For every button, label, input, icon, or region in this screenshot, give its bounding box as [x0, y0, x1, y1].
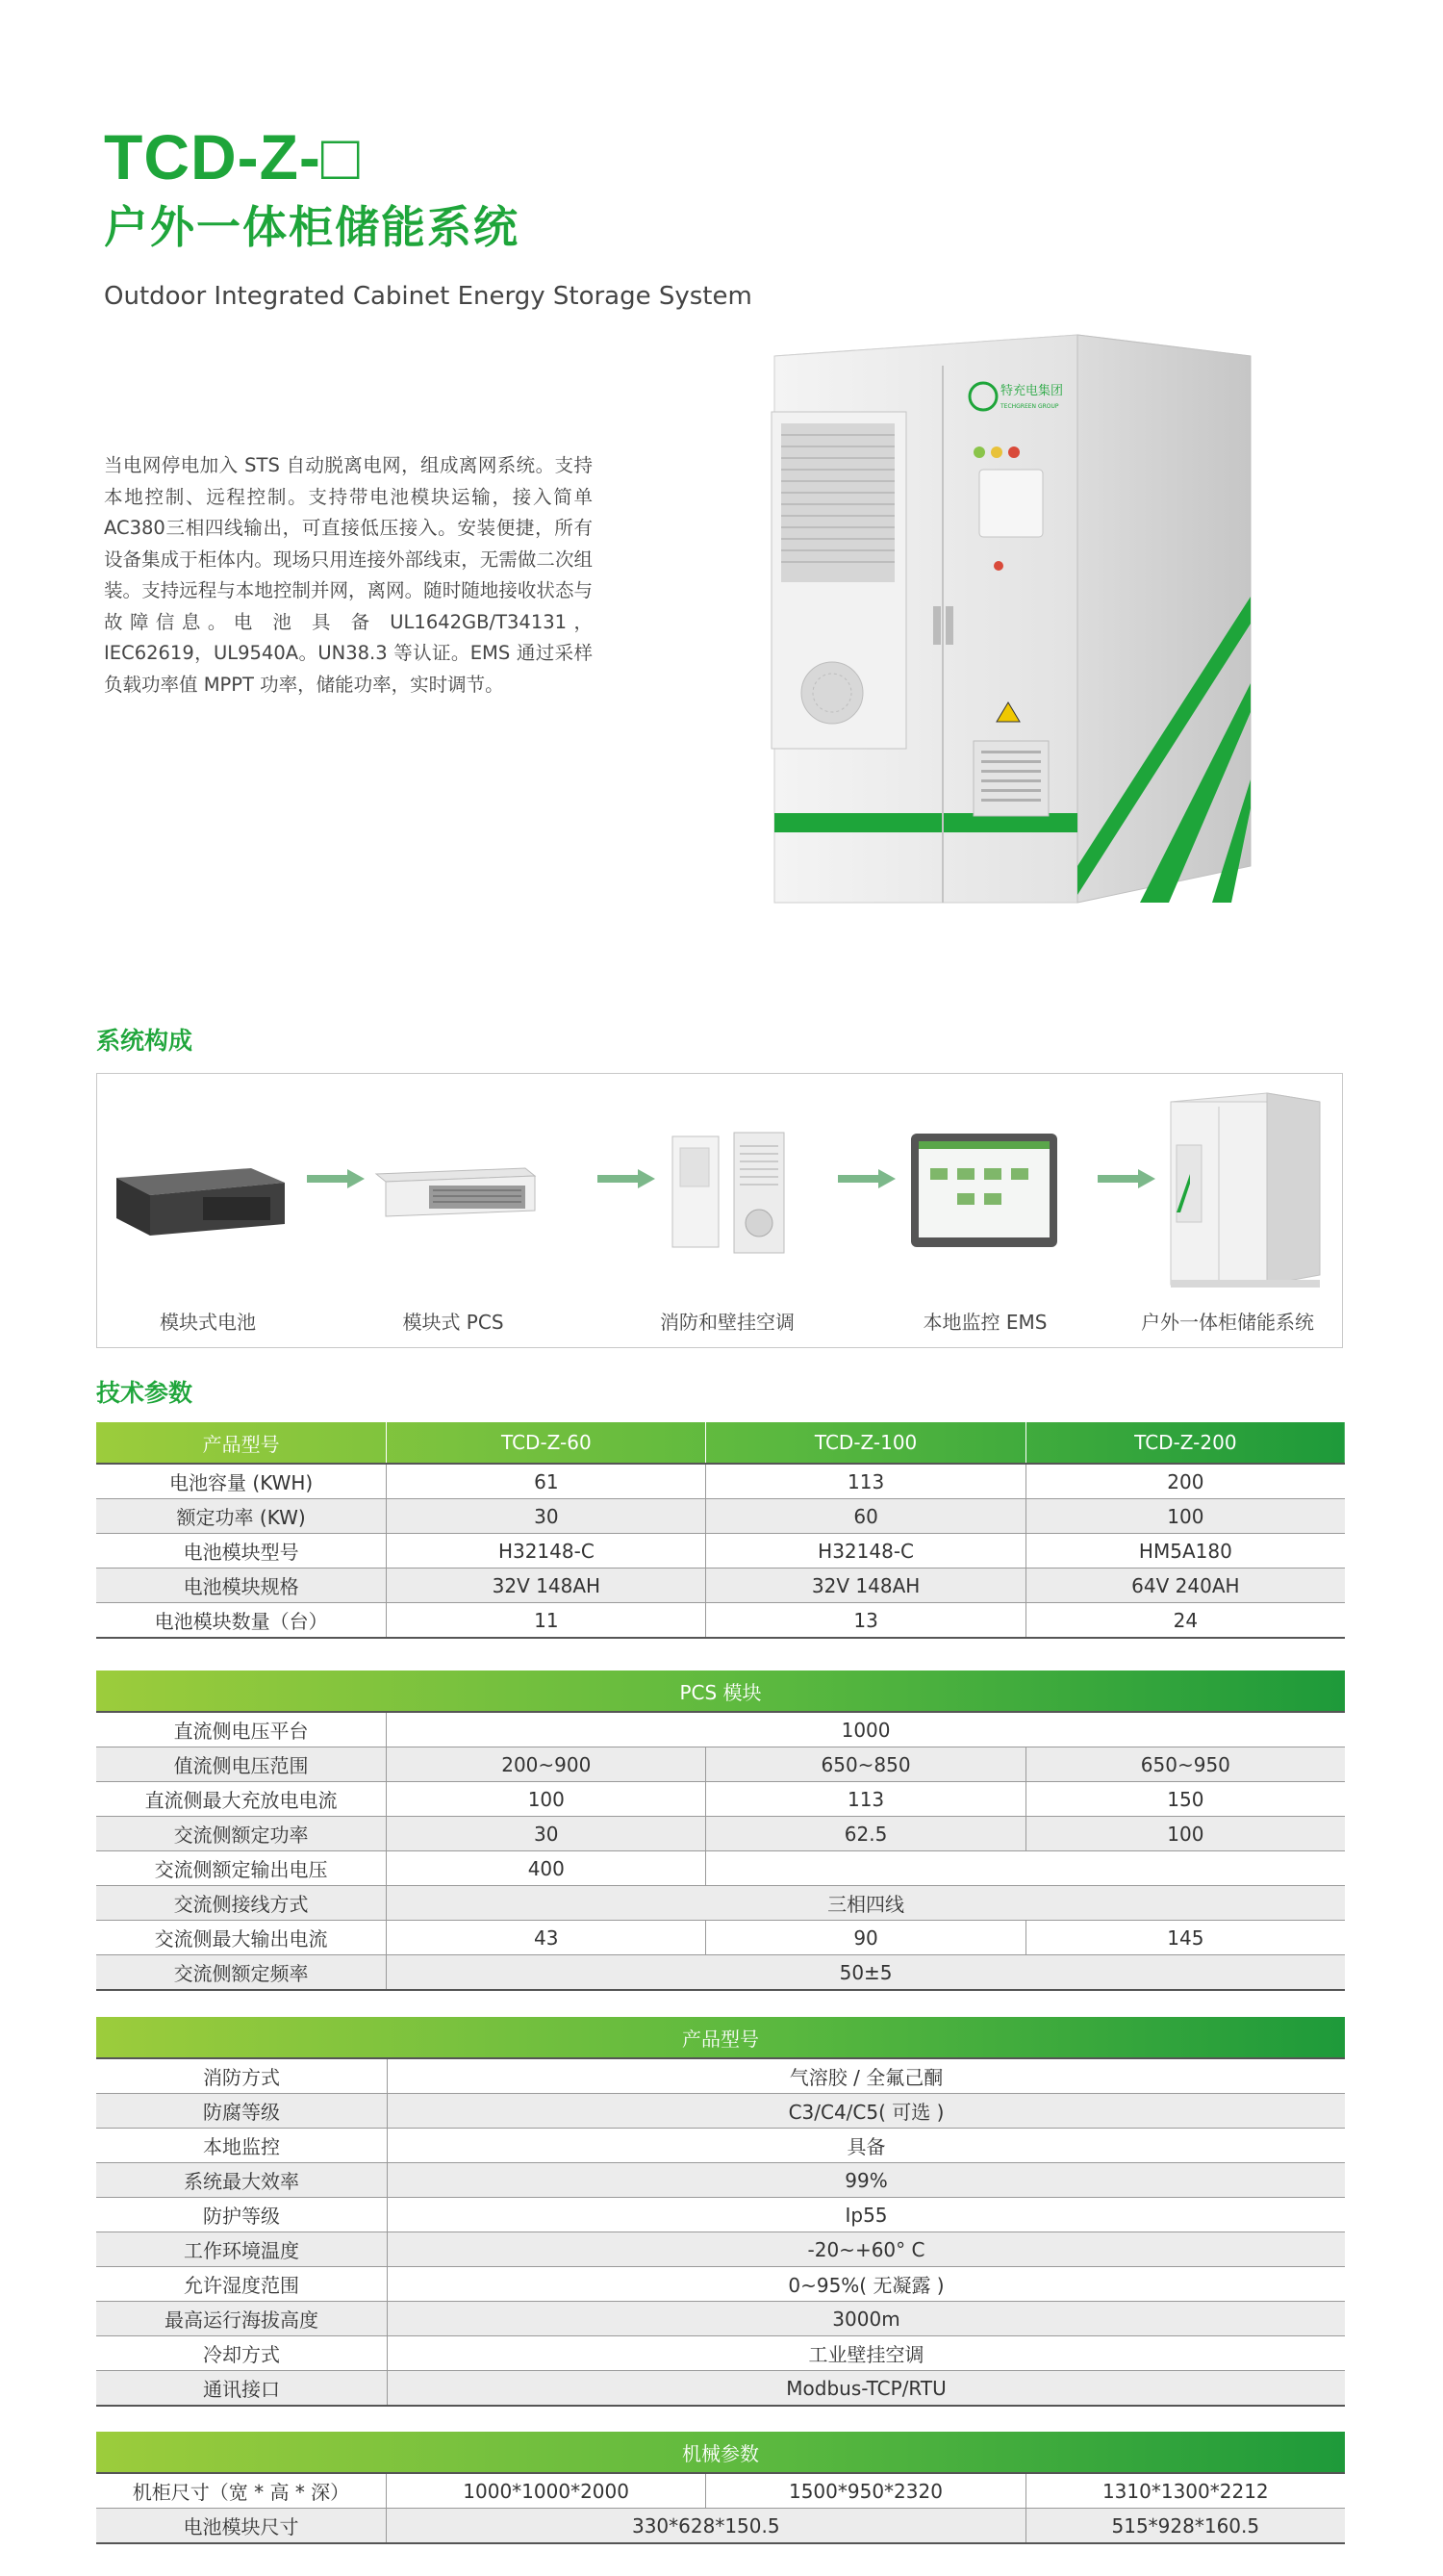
- table-cell: 30: [387, 1817, 706, 1851]
- composition-label-battery: 模块式电池: [160, 1311, 256, 1334]
- spec-table-main: [96, 1422, 1345, 1639]
- table-cell: 电池容量 (KWH): [96, 1464, 387, 1499]
- table-cell: 650~950: [1025, 1747, 1345, 1782]
- table-cell: 直流侧电压平台: [96, 1712, 387, 1747]
- table-cell: 113: [706, 1464, 1025, 1499]
- spec-table-product: [96, 2017, 1345, 2407]
- table-cell: 通讯接口: [96, 2371, 388, 2407]
- table-row: [96, 1534, 1345, 1569]
- table-cell: 99%: [388, 2163, 1346, 2198]
- table-cell: C3/C4/C5( 可选 ): [388, 2094, 1346, 2129]
- model-number: TCD-Z-□: [104, 121, 361, 192]
- table-cell: 200: [1025, 1464, 1345, 1499]
- ems-monitor-image: [907, 1130, 1061, 1255]
- table-header: TCD-Z-100: [706, 1422, 1025, 1464]
- tech-params-title: 技术参数: [96, 1379, 193, 1407]
- table-cell: 11: [387, 1603, 706, 1639]
- table-row: [96, 2473, 1345, 2509]
- table-row: [96, 2163, 1345, 2198]
- table-cell: 交流侧额定功率: [96, 1817, 387, 1851]
- fire-and-ac-image: [667, 1127, 792, 1262]
- table-cell: 系统最大效率: [96, 2163, 388, 2198]
- table-header: TCD-Z-200: [1025, 1422, 1345, 1464]
- table-cell: 机柜尺寸（宽 * 高 * 深）: [96, 2473, 386, 2509]
- composition-label-fire-ac: 消防和壁挂空调: [660, 1311, 795, 1334]
- table-cell: 值流侧电压范围: [96, 1747, 387, 1782]
- table-cell: 直流侧最大充放电电流: [96, 1782, 387, 1817]
- table-cell: 32V 148AH: [706, 1569, 1025, 1603]
- table-cell: 200~900: [387, 1747, 706, 1782]
- table-row: [96, 2302, 1345, 2336]
- table-cell: 具备: [388, 2129, 1346, 2163]
- table-row: [96, 2198, 1345, 2232]
- flow-arrow-3: [838, 1168, 896, 1189]
- table-cell: 防护等级: [96, 2198, 388, 2232]
- table-row: [96, 1569, 1345, 1603]
- table-cell: 1310*1300*2212: [1025, 2473, 1345, 2509]
- table-cell: 650~850: [706, 1747, 1025, 1782]
- table-cell: 60: [706, 1499, 1025, 1534]
- table-row: [96, 1782, 1345, 1817]
- flow-arrow-2: [597, 1168, 655, 1189]
- table-cell: 400: [387, 1851, 706, 1886]
- composition-label-cabinet: 户外一体柜储能系统: [1141, 1311, 1314, 1334]
- table-section-header: 机械参数: [96, 2432, 1345, 2473]
- table-cell: 最高运行海拔高度: [96, 2302, 388, 2336]
- table-cell: 100: [1025, 1817, 1345, 1851]
- battery-module-image: [107, 1159, 290, 1245]
- table-cell: 113: [706, 1782, 1025, 1817]
- table-cell: 150: [1025, 1782, 1345, 1817]
- table-cell: 43: [387, 1921, 706, 1955]
- table-cell: 气溶胶 / 全氟己酮: [388, 2058, 1346, 2094]
- table-cell: 90: [706, 1921, 1025, 1955]
- table-cell: 电池模块型号: [96, 1534, 387, 1569]
- table-cell: 交流侧额定频率: [96, 1955, 387, 1991]
- composition-label-pcs: 模块式 PCS: [402, 1311, 504, 1334]
- table-cell: HM5A180: [1025, 1534, 1345, 1569]
- table-cell: 冷却方式: [96, 2336, 388, 2371]
- brand-name: 特充电集团: [1000, 384, 1064, 398]
- table-cell: 330*628*150.5: [386, 2509, 1025, 2544]
- table-cell: 消防方式: [96, 2058, 388, 2094]
- pcs-module-image: [371, 1162, 540, 1220]
- table-cell: 30: [387, 1499, 706, 1534]
- table-cell: 64V 240AH: [1025, 1569, 1345, 1603]
- table-cell: 1000*1000*2000: [386, 2473, 705, 2509]
- table-header: 产品型号: [96, 1422, 387, 1464]
- table-row: [96, 2094, 1345, 2129]
- flow-arrow-1: [307, 1168, 365, 1189]
- table-cell: 62.5: [706, 1817, 1025, 1851]
- table-row: [96, 2509, 1345, 2544]
- cabinet-image: [760, 327, 1260, 943]
- table-row: [96, 1603, 1345, 1639]
- table-row: [96, 2129, 1345, 2163]
- table-row: [96, 1886, 1345, 1921]
- table-row: [96, 1499, 1345, 1534]
- table-row: [96, 2058, 1345, 2094]
- table-cell: 0~95%( 无凝露 ): [388, 2267, 1346, 2302]
- brand-name-en: TECHGREEN GROUP: [1000, 403, 1059, 410]
- table-cell: Modbus-TCP/RTU: [388, 2371, 1346, 2407]
- spec-table-pcs: [96, 1671, 1345, 1991]
- table-cell: 允许湿度范围: [96, 2267, 388, 2302]
- table-row: [96, 1955, 1345, 1991]
- table-cell: [706, 1851, 1345, 1886]
- table-cell: 145: [1025, 1921, 1345, 1955]
- table-cell: 工业壁挂空调: [388, 2336, 1346, 2371]
- table-row: [96, 2267, 1345, 2302]
- table-cell: H32148-C: [387, 1534, 706, 1569]
- table-row: [96, 1747, 1345, 1782]
- table-cell: 1500*950*2320: [706, 2473, 1025, 2509]
- table-cell: 515*928*160.5: [1025, 2509, 1345, 2544]
- table-row: [96, 1851, 1345, 1886]
- table-section-header: 产品型号: [96, 2017, 1345, 2058]
- spec-table-mechanical: [96, 2432, 1345, 2544]
- table-cell: 电池模块数量（台）: [96, 1603, 387, 1639]
- table-section-header: PCS 模块: [96, 1671, 1345, 1712]
- table-row: [96, 1817, 1345, 1851]
- table-cell: 1000: [387, 1712, 1345, 1747]
- table-cell: 24: [1025, 1603, 1345, 1639]
- table-cell: 交流侧接线方式: [96, 1886, 387, 1921]
- composition-title: 系统构成: [96, 1027, 193, 1055]
- table-cell: 防腐等级: [96, 2094, 388, 2129]
- table-cell: 工作环境温度: [96, 2232, 388, 2267]
- table-cell: 13: [706, 1603, 1025, 1639]
- page-title: 户外一体柜储能系统: [104, 201, 519, 253]
- table-cell: H32148-C: [706, 1534, 1025, 1569]
- table-cell: 三相四线: [387, 1886, 1345, 1921]
- table-cell: 电池模块尺寸: [96, 2509, 386, 2544]
- table-row: [96, 2336, 1345, 2371]
- table-row: [96, 2232, 1345, 2267]
- table-cell: 3000m: [388, 2302, 1346, 2336]
- flow-arrow-4: [1098, 1168, 1155, 1189]
- cabinet-system-image: [1161, 1087, 1334, 1299]
- table-cell: 本地监控: [96, 2129, 388, 2163]
- composition-panel: [96, 1073, 1343, 1348]
- table-row: [96, 2371, 1345, 2407]
- table-cell: 100: [387, 1782, 706, 1817]
- page-subtitle: Outdoor Integrated Cabinet Energy Storage System: [104, 282, 752, 311]
- table-cell: -20~+60° C: [388, 2232, 1346, 2267]
- table-cell: 电池模块规格: [96, 1569, 387, 1603]
- table-cell: 50±5: [387, 1955, 1345, 1991]
- product-description: 当电网停电加入 STS 自动脱离电网，组成离网系统。支持本地控制、远程控制。支持带电池模块运输，接入简单 AC380三相四线输出，可直接低压接入。安装便捷，所有设备集成于柜体内。现场只用连接外部线束，无需做二次组装。支持远程与本地控制并网，离网。随时随地接收状态与故障信息。电 池 具 备 UL1642GB/T34131，IEC62619，UL9540A。UN38.3 等认证。EMS 通过采样负载功率值 MPPT 功率，储能功率，实时调节。: [104, 454, 593, 696]
- table-row: [96, 1464, 1345, 1499]
- table-row: [96, 1712, 1345, 1747]
- composition-label-ems: 本地监控 EMS: [923, 1311, 1048, 1334]
- table-cell: 32V 148AH: [387, 1569, 706, 1603]
- table-cell: 100: [1025, 1499, 1345, 1534]
- table-cell: 额定功率 (KW): [96, 1499, 387, 1534]
- table-header: TCD-Z-60: [387, 1422, 706, 1464]
- table-row: [96, 1921, 1345, 1955]
- table-cell: 交流侧额定输出电压: [96, 1851, 387, 1886]
- table-cell: 61: [387, 1464, 706, 1499]
- table-cell: Ip55: [388, 2198, 1346, 2232]
- table-cell: 交流侧最大输出电流: [96, 1921, 387, 1955]
